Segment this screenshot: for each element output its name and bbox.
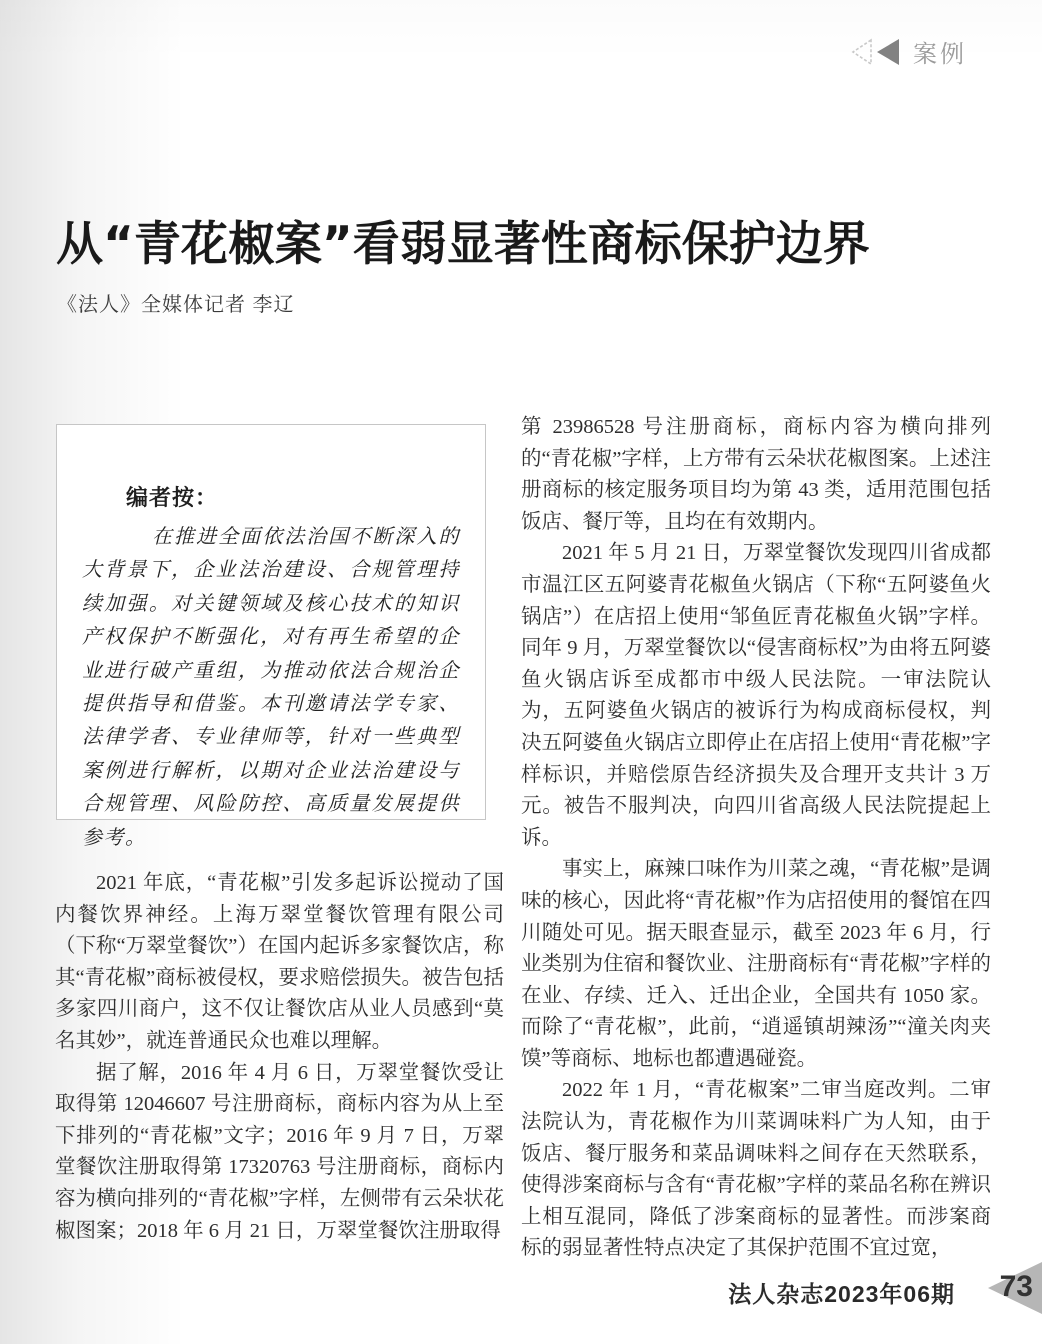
page-number-marker bbox=[988, 1262, 1042, 1314]
left-column bbox=[55, 868, 504, 1247]
double-left-triangle-icon bbox=[850, 38, 900, 66]
editor-note-box bbox=[56, 424, 486, 849]
paragraph: 第 23986528 号注册商标，商标内容为横向排列的“青花椒”字样，上方带有云朵状花椒图案。上述注册商标的核定服务项目均为第 43 类，适用范围包括饭店、餐厅等，且均在有效期内。 bbox=[521, 416, 991, 533]
byline: 《法人》全媒体记者 李辽 bbox=[57, 294, 295, 316]
page-header bbox=[850, 34, 967, 69]
paragraph: 事实上，麻辣口味作为川菜之魂，“青花椒”是调味的核心，因此将“青花椒”作为店招使用的餐馆在四川随处可见。据天眼查显示，截至 2023 年 6 月，行业类别为住宿和餐饮业、注册商标有“青花椒”字样的在业、存续、迁入、迁出企业，全国共有 1050 家。而除了“青花椒”，此前，“逍遥镇胡辣汤”“潼关肉夹馍”等商标、地标也都遭遇碰瓷。 bbox=[521, 858, 991, 1070]
editor-note-label: 编者按： bbox=[126, 485, 219, 510]
editor-note-body: 在推进全面依法治国不断深入的大背景下，企业法治建设、合规管理持续加强。对关键领域及核心技术的知识产权保护不断强化，对有再生希望的企业进行破产重组，为推动依法合规治企提供指导和借鉴。本刊邀请法学专家、法律学者、专业律师等，针对一些典型案例进行解析，以期对企业法治建设与合规管理、风险防控、高质量发展提供参考。 bbox=[82, 526, 460, 849]
paragraph: 2022 年 1 月，“青花椒案”二审当庭改判。二审法院认为，青花椒作为川菜调味料广为人知，由于饭店、餐厅服务和菜品调味料之间存在天然联系，使得涉案商标与含有“青花椒”字样的菜品名称在辨识上相互混同，降低了涉案商标的显著性。而涉案商标的弱显著性特点决定了其保护范围不宜过宽， bbox=[521, 1079, 991, 1260]
paragraph: 2021 年 5 月 21 日，万翠堂餐饮发现四川省成都市温江区五阿婆青花椒鱼火锅店（下称“五阿婆鱼火锅店”）在店招上使用“邹鱼匠青花椒鱼火锅”字样。同年 9 月，万翠堂餐饮以“侵害商标权”为由将五阿婆鱼火锅店诉至成都市中级人民法院。一审法院认为，五阿婆鱼火锅店的被诉行为构成商标侵权，判决五阿婆鱼火锅店立即停止在店招上使用“青花椒”字样标识，并赔偿原告经济损失及合理开支共计 3 万元。被告不服判决，向四川省高级人民法院提起上诉。 bbox=[521, 542, 991, 849]
page-number: 73 bbox=[999, 1270, 1033, 1303]
paragraph: 2021 年底，“青花椒”引发多起诉讼搅动了国内餐饮界神经。上海万翠堂餐饮管理有限公司（下称“万翠堂餐饮”）在国内起诉多家餐饮店，称其“青花椒”商标被侵权，要求赔偿损失。被告包括多家四川商户，这不仅让餐饮店从业人员感到“莫名其妙”，就连普通民众也难以理解。 bbox=[55, 872, 504, 1052]
category-label: 案例 bbox=[913, 41, 967, 68]
right-column bbox=[521, 412, 991, 1265]
journal-issue: 法人杂志2023年06期 bbox=[728, 1281, 955, 1307]
paragraph: 据了解，2016 年 4 月 6 日，万翠堂餐饮受让取得第 12046607 号注册商标，商标内容为从上至下排列的“青花椒”文字；2016 年 9 月 7 日，万翠堂餐饮注册取得第 17320763 号注册商标，商标内容为横向排列的“青花椒”字样，左侧带有云朵状花椒图案；2018 年 6 月 21 日，万翠堂餐饮注册取得 bbox=[55, 1061, 504, 1242]
article-title: 从“青花椒案”看弱显著性商标保护边界 bbox=[56, 217, 870, 273]
